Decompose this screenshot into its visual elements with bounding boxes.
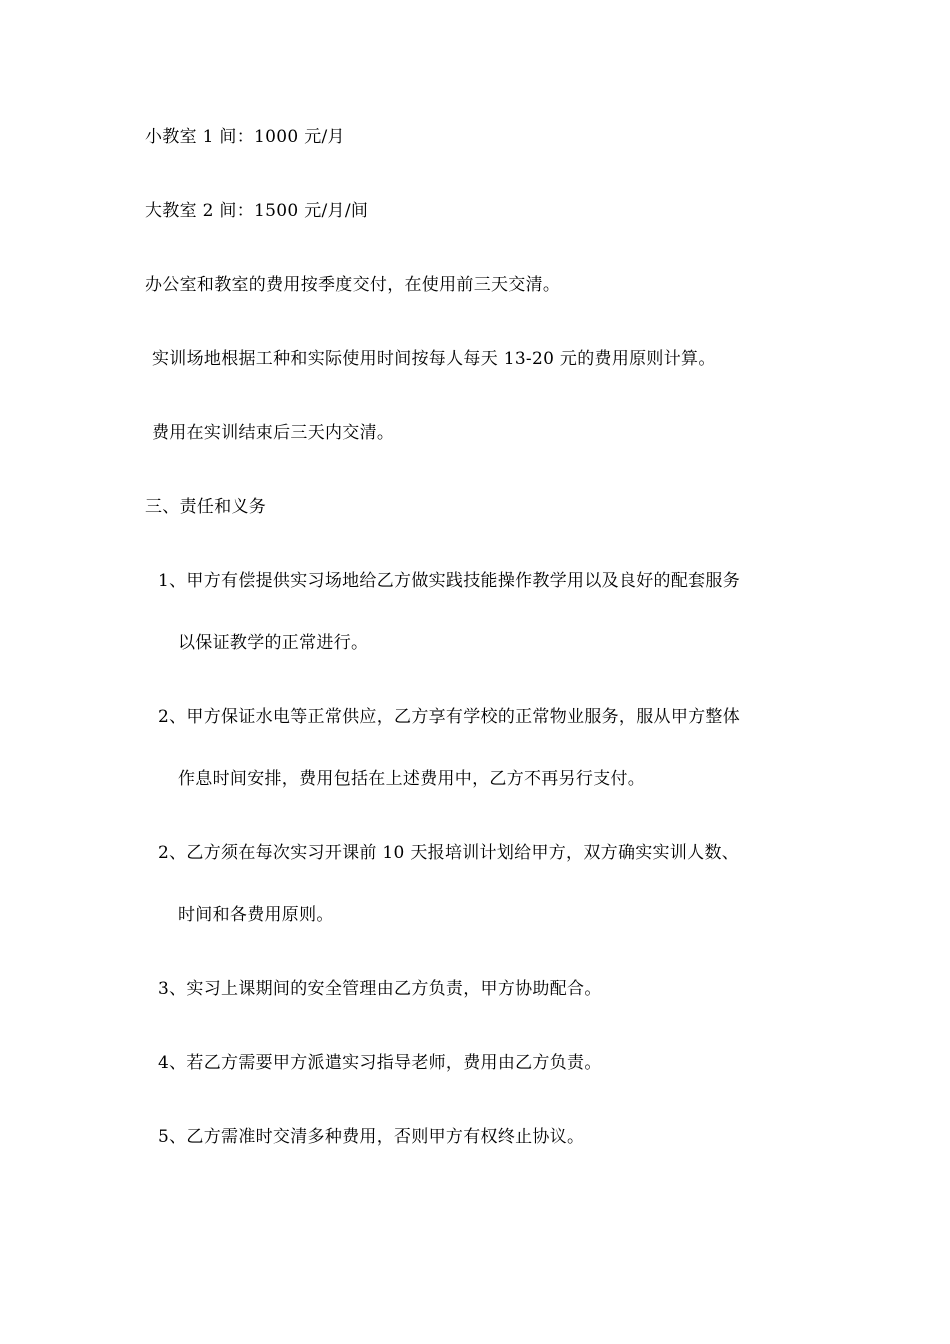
payment-terms-office: 办公室和教室的费用按季度交付，在使用前三天交清。 [145, 275, 561, 295]
training-fee-rule: 实训场地根据工种和实际使用时间按每人每天 13-20 元的费用原则计算。 [152, 349, 716, 369]
clause-1-line-1: 1、甲方有偿提供实习场地给乙方做实践技能操作教学用以及良好的配套服务 [158, 571, 741, 591]
clause-2b-line-2: 时间和各费用原则。 [178, 905, 334, 925]
clause-1-line-2: 以保证教学的正常进行。 [178, 633, 369, 653]
training-fee-settlement: 费用在实训结束后三天内交清。 [152, 423, 395, 443]
clause-3: 3、实习上课期间的安全管理由乙方负责，甲方协助配合。 [158, 979, 602, 999]
clause-5: 5、乙方需准时交清多种费用，否则甲方有权终止协议。 [158, 1127, 585, 1147]
clause-2a-line-1: 2、甲方保证水电等正常供应，乙方享有学校的正常物业服务，服从甲方整体 [158, 707, 741, 727]
clause-2b-line-1: 2、乙方须在每次实习开课前 10 天报培训计划给甲方，双方确实实训人数、 [158, 843, 740, 863]
section-heading-responsibilities: 三、责任和义务 [145, 497, 267, 517]
fee-small-classroom: 小教室 1 间：1000 元/月 [145, 127, 345, 147]
clause-4: 4、若乙方需要甲方派遣实习指导老师，费用由乙方负责。 [158, 1053, 602, 1073]
fee-large-classroom: 大教室 2 间：1500 元/月/间 [145, 201, 369, 221]
clause-2a-line-2: 作息时间安排，费用包括在上述费用中，乙方不再另行支付。 [178, 769, 646, 789]
